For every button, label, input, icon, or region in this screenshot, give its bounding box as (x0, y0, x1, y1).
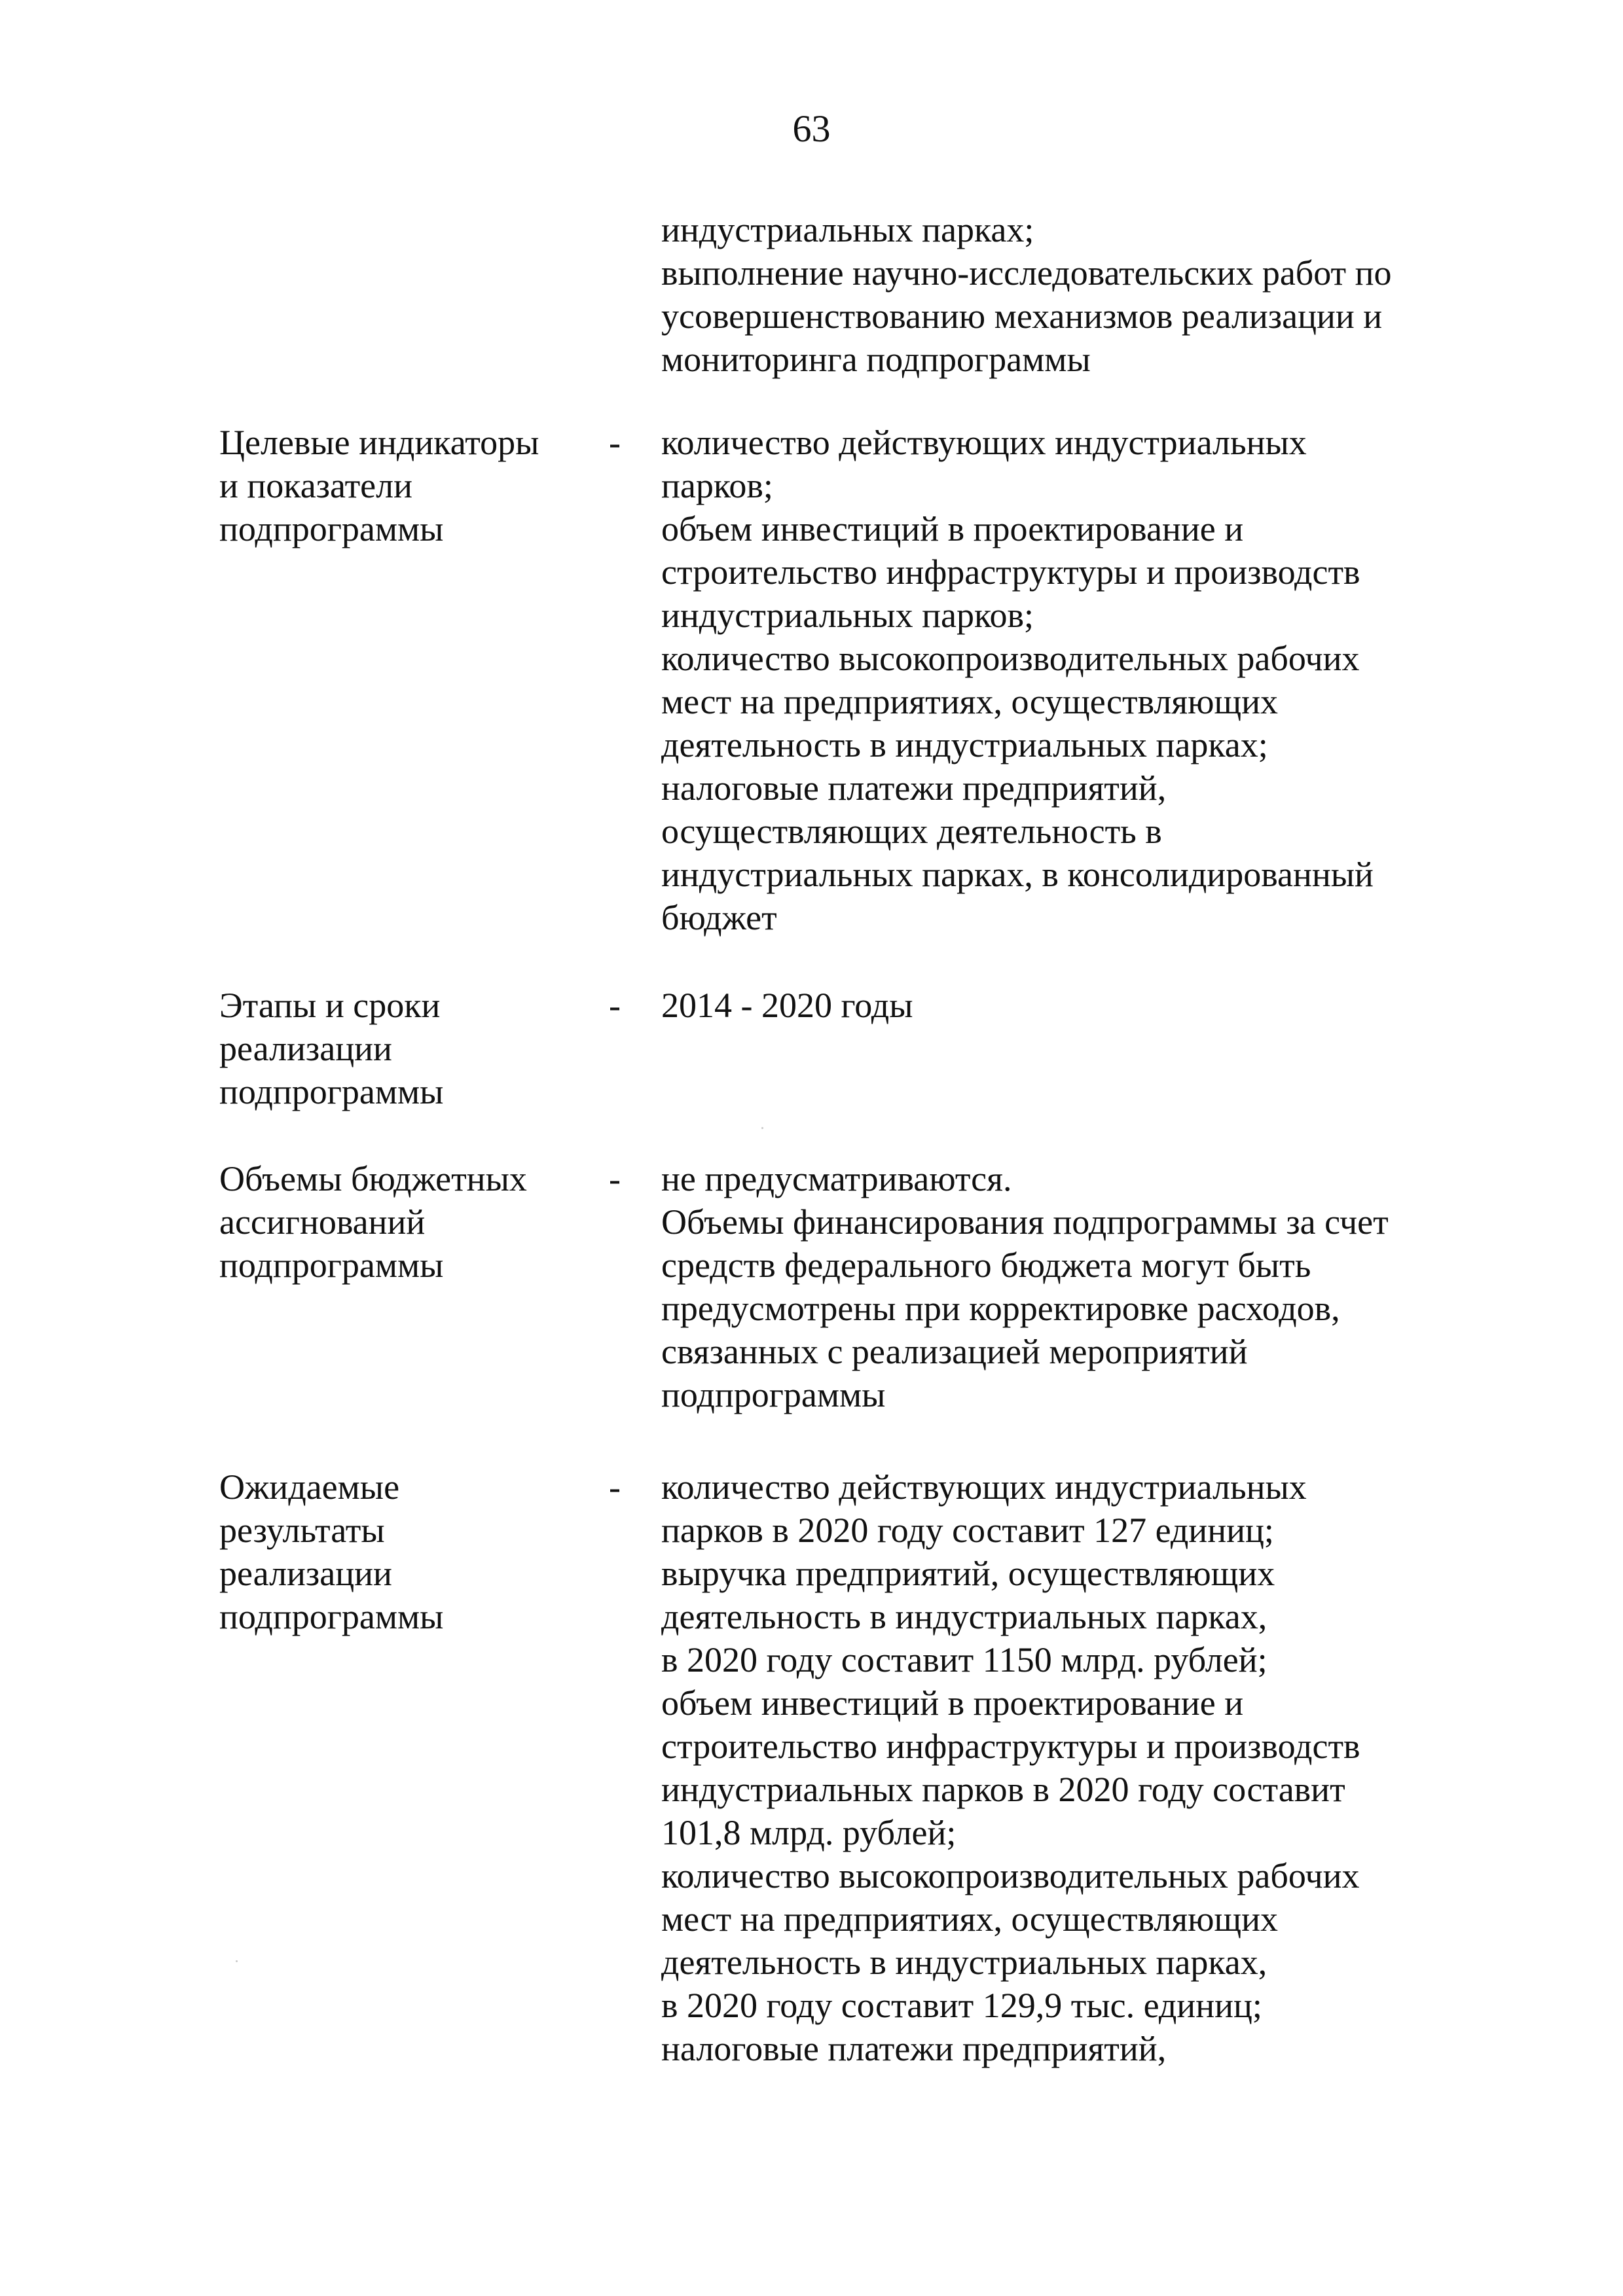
section-value-line: средств федерального бюджета могут быть (661, 1246, 1311, 1285)
section-value-line: связанных с реализацией мероприятий (661, 1332, 1248, 1371)
scan-speck (236, 1960, 238, 1962)
section-value-line: количество высокопроизводительных рабочих (661, 1856, 1360, 1895)
section-value-line: деятельность в индустриальных парках, (661, 1597, 1267, 1636)
section-label-line: реализации (219, 1029, 392, 1068)
section-label-line: Объемы бюджетных (219, 1159, 527, 1198)
section-value-line: мест на предприятиях, осуществляющих (661, 1899, 1278, 1939)
section-value-line: мест на предприятиях, осуществляющих (661, 682, 1278, 721)
section-dash: - (609, 423, 621, 462)
section-label-line: ассигнований (219, 1202, 426, 1242)
section-label-line: реализации (219, 1554, 392, 1593)
section-value-line: налоговые платежи предприятий, (661, 2029, 1167, 2068)
section-value-line: парков; (661, 466, 773, 505)
section-value-line: не предусматриваются. (661, 1159, 1012, 1198)
section-value-line: индустриальных парках, в консолидированный (661, 855, 1374, 894)
section-value-line: строительство инфраструктуры и производств (661, 552, 1360, 592)
section-value-line: количество действующих индустриальных (661, 423, 1307, 462)
page-number: 63 (792, 107, 831, 150)
section-label-line: Ожидаемые (219, 1467, 400, 1507)
section-value-line: Объемы финансирования подпрограммы за счет (661, 1202, 1389, 1242)
section-value-line: предусмотрены при корректировке расходов, (661, 1289, 1340, 1328)
section-value-line: индустриальных парков в 2020 году составит (661, 1770, 1345, 1809)
section-value-line: количество высокопроизводительных рабочих (661, 639, 1360, 678)
section-value-line: объем инвестиций в проектирование и (661, 1683, 1244, 1723)
section-dash: - (609, 1467, 621, 1507)
section-value-line: деятельность в индустриальных парках, (661, 1943, 1267, 1982)
section-dash: - (609, 1159, 621, 1198)
section-label-line: Этапы и сроки (219, 986, 441, 1025)
section-label-line: результаты (219, 1511, 385, 1550)
section-label-line: подпрограммы (219, 1072, 444, 1111)
scan-speck (761, 1127, 763, 1129)
section-label-line: и показатели (219, 466, 412, 505)
section-value-line: бюджет (661, 898, 777, 937)
intro-line: усовершенствованию механизмов реализации и (661, 296, 1383, 336)
section-value-line: выручка предприятий, осуществляющих (661, 1554, 1275, 1593)
section-value-line: строительство инфраструктуры и производств (661, 1727, 1360, 1766)
section-value-line: деятельность в индустриальных парках; (661, 725, 1268, 764)
section-value-line: 101,8 млрд. рублей; (661, 1813, 957, 1852)
section-value-line: парков в 2020 году составит 127 единиц; (661, 1511, 1274, 1550)
section-value-line: 2014 - 2020 годы (661, 986, 913, 1025)
section-value-line: осуществляющих деятельность в (661, 812, 1162, 851)
intro-line: выполнение научно-исследовательских работ по (661, 253, 1392, 293)
section-label-line: подпрограммы (219, 1597, 444, 1636)
section-value-line: в 2020 году составит 1150 млрд. рублей; (661, 1640, 1267, 1679)
section-value-line: индустриальных парков; (661, 596, 1034, 635)
intro-line: индустриальных парках; (661, 210, 1034, 249)
section-label-line: подпрограммы (219, 509, 444, 548)
section-value-line: количество действующих индустриальных (661, 1467, 1307, 1507)
section-value-line: в 2020 году составит 129,9 тыс. единиц; (661, 1986, 1262, 2025)
section-value-line: объем инвестиций в проектирование и (661, 509, 1244, 548)
section-label-line: подпрограммы (219, 1246, 444, 1285)
intro-line: мониторинга подпрограммы (661, 340, 1091, 379)
section-label-line: Целевые индикаторы (219, 423, 539, 462)
section-value-line: налоговые платежи предприятий, (661, 768, 1167, 808)
section-value-line: подпрограммы (661, 1375, 886, 1414)
section-dash: - (609, 986, 621, 1025)
